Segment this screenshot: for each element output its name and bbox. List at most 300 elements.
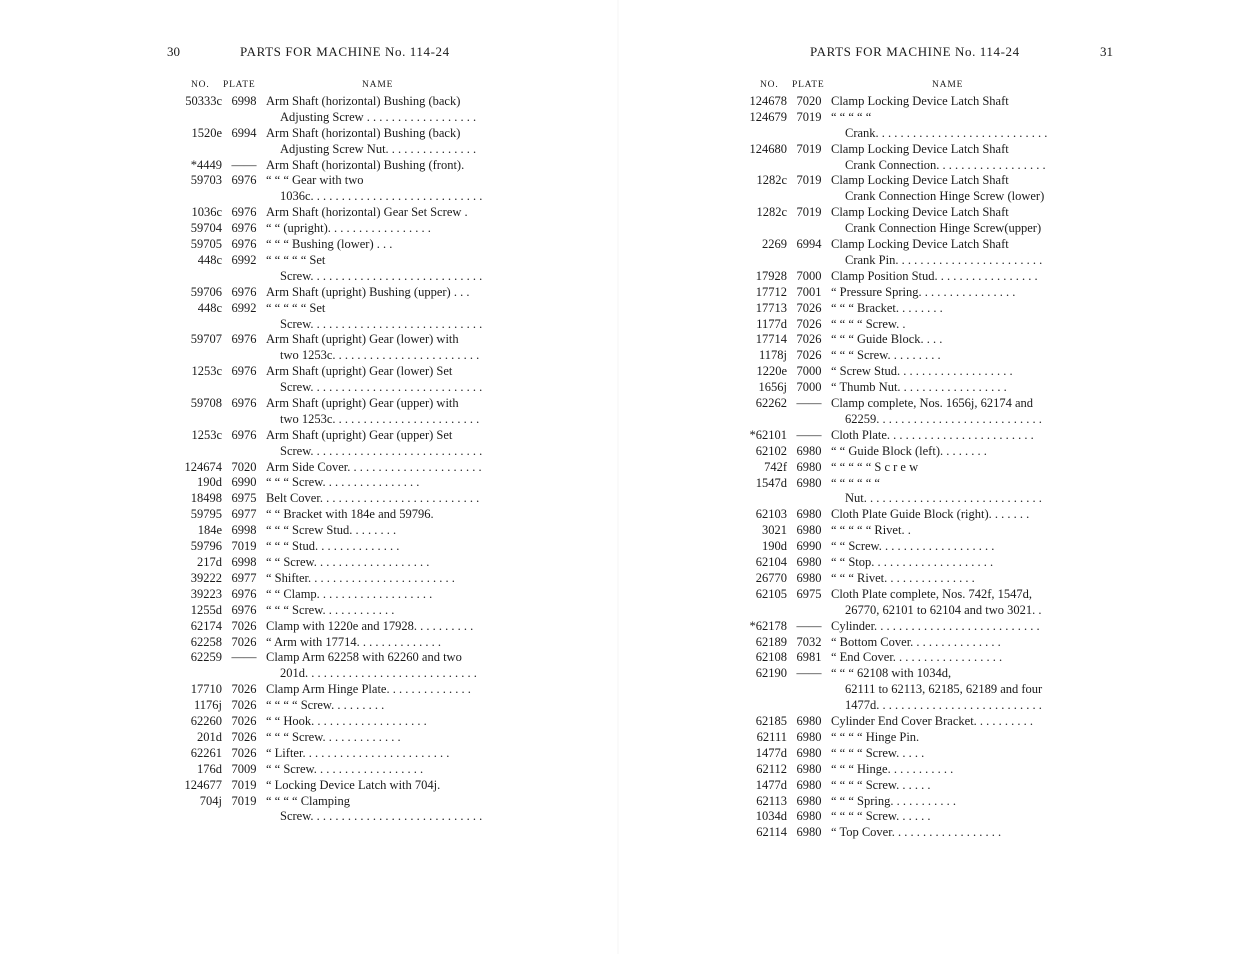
- part-name-line: Arm Shaft (upright) Gear (upper) with: [266, 396, 459, 410]
- part-number: 26770: [755, 570, 787, 585]
- part-row: [735, 317, 1076, 333]
- part-name: [831, 619, 1076, 635]
- part-name: [266, 714, 508, 730]
- part-name: [266, 650, 508, 682]
- part-number: 1282c: [756, 173, 787, 188]
- part-number: 62105: [755, 586, 787, 601]
- part-row: [166, 587, 508, 603]
- part-name-line: 62259. . . . . . . . . . . . . . . . . . . . . . . . . . .: [845, 411, 1042, 426]
- plate-number: 6975: [796, 586, 822, 601]
- plate-number: 7026: [231, 618, 257, 633]
- part-row: [166, 650, 508, 682]
- part-name: [831, 746, 1076, 762]
- part-name: [831, 666, 1076, 714]
- part-name-line: “ “ “ Bushing (lower) . . .: [266, 237, 393, 252]
- part-row: [735, 460, 1076, 476]
- plate-number: 6976: [231, 602, 257, 617]
- part-name: [831, 269, 1076, 285]
- plate-number: 7026: [231, 634, 257, 649]
- part-number: 1176j: [193, 698, 222, 713]
- part-name: [831, 794, 1076, 810]
- part-number: 62259: [190, 650, 222, 665]
- part-name-line: 1477d. . . . . . . . . . . . . . . . . . . . . . . . . . .: [845, 698, 1042, 713]
- part-row: [166, 682, 508, 698]
- part-name: [831, 94, 1076, 110]
- plate-number: 6980: [796, 570, 822, 585]
- part-number: 1477d: [755, 745, 787, 760]
- plate-number: 6976: [231, 173, 257, 188]
- page-number: 31: [1100, 44, 1113, 59]
- part-number: 59796: [190, 539, 222, 554]
- part-name-line: 1036c. . . . . . . . . . . . . . . . . . . . . . . . . . . .: [280, 189, 483, 204]
- part-name-line: Clamp Locking Device Latch Shaft: [831, 141, 1009, 156]
- part-name-line: “ “ Clamp. . . . . . . . . . . . . . . . . . .: [266, 586, 433, 601]
- plate-number: 7019: [796, 141, 822, 156]
- part-number: 59707: [190, 332, 222, 347]
- part-row: [166, 475, 508, 491]
- part-row: [735, 507, 1076, 523]
- plate-number: ——: [796, 666, 822, 681]
- part-number: 62108: [755, 650, 787, 665]
- plate-number: 6976: [231, 364, 257, 379]
- part-name: [831, 285, 1076, 301]
- part-row: [166, 746, 508, 762]
- part-name: [266, 221, 508, 237]
- part-row: [166, 635, 508, 651]
- part-name-line: Arm Shaft (upright) Bushing (upper) . . .: [266, 284, 470, 299]
- part-row: [735, 809, 1076, 825]
- plate-number: 7019: [796, 205, 822, 220]
- part-name: [266, 507, 508, 523]
- plate-number: 7001: [796, 284, 822, 299]
- part-number: 742f: [764, 459, 787, 474]
- plate-number: 6990: [796, 539, 822, 554]
- part-name: [266, 460, 508, 476]
- part-name: [266, 555, 508, 571]
- part-name: [266, 285, 508, 301]
- part-name-line: “ “ “ Screw. . . . . . . . . . . .: [266, 602, 395, 617]
- plate-number: 7026: [231, 745, 257, 760]
- part-name-line: “ “ (upright). . . . . . . . . . . . . . . . .: [266, 221, 431, 236]
- part-number: 448c: [197, 300, 222, 315]
- part-name-line: Clamp Arm 62258 with 62260 and two: [266, 650, 462, 665]
- part-row: [166, 460, 508, 476]
- plate-number: 7019: [796, 173, 822, 188]
- part-number: 2269: [762, 237, 787, 252]
- part-name: [266, 396, 508, 428]
- part-name: [266, 682, 508, 698]
- part-name-line: “ “ “ Guide Block. . . .: [831, 332, 943, 347]
- part-number: 62258: [190, 634, 222, 649]
- part-row: [166, 491, 508, 507]
- part-row: [166, 237, 508, 253]
- right-page: [619, 0, 1238, 954]
- part-name: [266, 603, 508, 619]
- plate-number: 6998: [231, 555, 257, 569]
- part-name-line: “ End Cover. . . . . . . . . . . . . . . . . .: [831, 650, 1003, 665]
- part-name-line: Arm Shaft (horizontal) Bushing (front).: [266, 157, 465, 172]
- part-row: [166, 571, 508, 587]
- part-row: [166, 126, 508, 158]
- part-name-line: Arm Shaft (horizontal) Bushing (back): [266, 94, 461, 108]
- col-no-header: NO.: [760, 80, 779, 90]
- part-number: 39222: [190, 570, 222, 585]
- plate-number: 7026: [796, 316, 822, 331]
- part-number: 1255d: [190, 602, 222, 617]
- part-number: 62260: [190, 714, 222, 729]
- part-name: [831, 460, 1076, 476]
- part-row: [735, 428, 1076, 444]
- part-name: [266, 619, 508, 635]
- part-name: [831, 778, 1076, 794]
- part-name-line: Clamp Position Stud. . . . . . . . . . . . . . . . .: [831, 268, 1038, 283]
- part-name: [266, 571, 508, 587]
- part-name: [266, 253, 508, 285]
- part-name: [831, 587, 1076, 619]
- part-name-line: “ “ “ Spring. . . . . . . . . . .: [831, 793, 956, 808]
- part-row: [166, 762, 508, 778]
- part-name-line: “ “ Bracket with 184e and 59796.: [266, 507, 434, 522]
- plate-number: 6980: [796, 459, 822, 474]
- part-name-line: Clamp Locking Device Latch Shaft: [831, 205, 1009, 220]
- part-row: [166, 332, 508, 364]
- plate-number: ——: [796, 396, 822, 411]
- part-row: [166, 428, 508, 460]
- part-name-line: “ Screw Stud. . . . . . . . . . . . . . . . . . .: [831, 364, 1013, 379]
- part-number: 62104: [755, 555, 787, 570]
- part-row: [735, 571, 1076, 587]
- plate-number: 6976: [231, 396, 257, 410]
- part-name: [266, 698, 508, 714]
- part-number: 1656j: [758, 380, 787, 395]
- part-row: [735, 332, 1076, 348]
- part-number: 184e: [197, 523, 222, 538]
- plate-number: 6980: [796, 443, 822, 458]
- part-row: [166, 555, 508, 571]
- part-name-line: Cylinder. . . . . . . . . . . . . . . . . . . . . . . . . . .: [831, 618, 1040, 633]
- part-row: [735, 285, 1076, 301]
- part-number: 59703: [190, 173, 222, 188]
- part-name-line: Arm Shaft (upright) Gear (lower) with: [266, 332, 459, 347]
- part-number: 124677: [184, 777, 222, 792]
- part-name-line: Arm Side Cover. . . . . . . . . . . . . . . . . . . . . .: [266, 459, 482, 474]
- plate-number: 6994: [796, 237, 822, 252]
- part-row: [735, 173, 1076, 205]
- plate-number: 6980: [796, 745, 822, 760]
- part-number: 1282c: [756, 205, 787, 220]
- page-number: 30: [167, 44, 180, 59]
- part-row: [735, 650, 1076, 666]
- part-row: [735, 730, 1076, 746]
- part-name-line: 62111 to 62113, 62185, 62189 and four: [845, 682, 1043, 697]
- part-row: [735, 476, 1076, 508]
- part-number: 1520e: [191, 125, 222, 140]
- plate-number: 7019: [231, 777, 257, 792]
- part-number: 62112: [756, 761, 787, 776]
- part-number: 1220e: [756, 364, 787, 379]
- plate-number: 6977: [231, 570, 257, 585]
- part-row: [735, 666, 1076, 714]
- part-number: 59704: [190, 221, 222, 236]
- part-row: [735, 523, 1076, 539]
- part-number: 124674: [184, 459, 222, 474]
- plate-number: ——: [231, 650, 257, 665]
- part-name-line: “ Bottom Cover. . . . . . . . . . . . . . .: [831, 634, 1001, 649]
- part-name: [831, 364, 1076, 380]
- part-name: [266, 94, 508, 126]
- part-number: 190d: [197, 475, 222, 490]
- part-name-line: “ “ “ “ Clamping: [266, 793, 350, 808]
- part-name-line: “ “ Guide Block (left). . . . . . . .: [831, 443, 987, 458]
- plate-number: 7026: [231, 714, 257, 729]
- part-name: [266, 475, 508, 491]
- part-row: [166, 205, 508, 221]
- part-number: 62189: [755, 634, 787, 649]
- plate-number: 6980: [796, 523, 822, 538]
- part-name-line: “ Thumb Nut. . . . . . . . . . . . . . . . . .: [831, 380, 1007, 395]
- part-name-line: Screw. . . . . . . . . . . . . . . . . . . . . . . . . . . .: [280, 809, 483, 824]
- part-number: 18498: [190, 491, 222, 506]
- plate-number: 7026: [796, 332, 822, 347]
- part-name-line: Clamp Locking Device Latch Shaft: [831, 237, 1009, 252]
- part-row: [166, 603, 508, 619]
- part-name: [831, 396, 1076, 428]
- part-row: [735, 762, 1076, 778]
- part-row: [735, 396, 1076, 428]
- plate-number: 6992: [231, 300, 257, 315]
- part-name-line: Arm Shaft (horizontal) Gear Set Screw .: [266, 205, 468, 220]
- part-number: 62190: [755, 666, 787, 681]
- running-head: PARTS FOR MACHINE No. 114-24: [240, 44, 450, 59]
- part-row: [735, 269, 1076, 285]
- part-row: [735, 205, 1076, 237]
- part-name-line: “ “ “ Bracket. . . . . . . .: [831, 300, 943, 315]
- part-name-line: “ “ “ “ “ Set: [266, 252, 326, 267]
- part-row: [735, 142, 1076, 174]
- plate-number: 6980: [796, 729, 822, 744]
- part-row: [166, 158, 508, 174]
- part-number: 1477d: [755, 777, 787, 792]
- part-name-line: “ “ Screw. . . . . . . . . . . . . . . . . . .: [266, 555, 430, 569]
- part-name: [831, 444, 1076, 460]
- part-name-line: “ “ “ Gear with two: [266, 173, 364, 188]
- part-name-line: 26770, 62101 to 62104 and two 3021. .: [845, 602, 1042, 617]
- part-row: [735, 364, 1076, 380]
- part-name-line: Clamp Locking Device Latch Shaft: [831, 173, 1009, 188]
- part-number: 62103: [755, 507, 787, 522]
- part-row: [735, 380, 1076, 396]
- plate-number: 6980: [796, 555, 822, 570]
- part-name: [831, 332, 1076, 348]
- part-name-line: Crank Pin. . . . . . . . . . . . . . . . . . . . . . . .: [845, 252, 1043, 267]
- part-number: *62178: [749, 618, 787, 633]
- part-number: 1177d: [756, 316, 787, 331]
- part-number: 704j: [199, 793, 222, 808]
- part-number: 62185: [755, 714, 787, 729]
- plate-number: 7019: [231, 539, 257, 554]
- part-name-line: “ “ “ Screw. . . . . . . . .: [831, 348, 941, 363]
- part-name-line: “ Shifter. . . . . . . . . . . . . . . . . . . . . . . .: [266, 570, 455, 585]
- part-number: 17712: [755, 284, 787, 299]
- part-name-line: Adjusting Screw . . . . . . . . . . . . . . . . . .: [280, 109, 477, 124]
- part-name-line: Screw. . . . . . . . . . . . . . . . . . . . . . . . . . . .: [280, 268, 483, 283]
- col-name-header: NAME: [932, 80, 964, 90]
- plate-number: 6980: [796, 825, 822, 840]
- plate-number: 6980: [796, 777, 822, 792]
- part-name: [831, 317, 1076, 333]
- part-row: [166, 507, 508, 523]
- part-number: 124679: [749, 109, 787, 124]
- part-number: 190d: [762, 539, 787, 554]
- part-name-line: Belt Cover. . . . . . . . . . . . . . . . . . . . . . . . . .: [266, 491, 480, 506]
- part-name: [266, 332, 508, 364]
- part-name: [266, 746, 508, 762]
- part-name: [831, 523, 1076, 539]
- part-number: 1178j: [758, 348, 787, 363]
- plate-number: ——: [796, 618, 822, 633]
- part-name: [266, 205, 508, 221]
- plate-number: 6976: [231, 586, 257, 601]
- part-name-line: “ “ “ “ Screw. . . . . .: [831, 809, 931, 824]
- part-number: 1253c: [191, 427, 222, 442]
- part-name: [266, 237, 508, 253]
- part-row: [166, 396, 508, 428]
- part-name-line: “ “ “ “ Screw. .: [831, 316, 906, 331]
- plate-number: 6976: [231, 332, 257, 347]
- part-row: [735, 825, 1076, 841]
- part-name-line: Crank. . . . . . . . . . . . . . . . . . . . . . . . . . . .: [845, 125, 1048, 140]
- part-name: [266, 762, 508, 778]
- part-name: [831, 507, 1076, 523]
- plate-number: 6977: [231, 507, 257, 522]
- part-name: [831, 348, 1076, 364]
- part-name-line: two 1253c. . . . . . . . . . . . . . . . . . . . . . . .: [280, 348, 480, 363]
- part-name-line: “ “ “ “ Screw. . . . . . . . .: [266, 698, 385, 713]
- part-name-line: “ “ Hook. . . . . . . . . . . . . . . . . . .: [266, 714, 427, 729]
- part-number: *62101: [749, 427, 787, 442]
- part-row: [735, 778, 1076, 794]
- part-name-line: Nut. . . . . . . . . . . . . . . . . . . . . . . . . . . . .: [845, 491, 1042, 506]
- part-name: [831, 650, 1076, 666]
- plate-number: 6975: [231, 491, 257, 506]
- part-name: [831, 730, 1076, 746]
- part-number: 124680: [749, 141, 787, 156]
- part-name-line: “ Locking Device Latch with 704j.: [266, 777, 441, 792]
- part-name: [266, 491, 508, 507]
- part-name-line: “ “ Screw. . . . . . . . . . . . . . . . . .: [266, 761, 424, 776]
- part-number: 62114: [756, 825, 787, 840]
- part-row: [166, 523, 508, 539]
- plate-number: 6976: [231, 205, 257, 220]
- plate-number: 6976: [231, 221, 257, 236]
- part-name: [266, 158, 508, 174]
- part-number: 62262: [755, 396, 787, 411]
- col-plate-header: PLATE: [792, 80, 825, 90]
- part-row: [735, 301, 1076, 317]
- part-number: 1036c: [191, 205, 222, 220]
- part-name: [831, 142, 1076, 174]
- part-name-line: 201d. . . . . . . . . . . . . . . . . . . . . . . . . . . .: [280, 666, 477, 681]
- part-name: [266, 126, 508, 158]
- part-name-line: “ “ “ Rivet. . . . . . . . . . . . . . .: [831, 570, 975, 585]
- plate-number: 6980: [796, 761, 822, 776]
- part-name: [831, 476, 1076, 508]
- plate-number: 7019: [231, 793, 257, 808]
- plate-number: 6976: [231, 284, 257, 299]
- plate-number: ——: [796, 427, 822, 442]
- part-name-line: “ “ “ “ “ S c r e w: [831, 459, 919, 474]
- plate-number: 7000: [796, 380, 822, 395]
- running-head: PARTS FOR MACHINE No. 114-24: [810, 44, 1020, 59]
- parts-list: [735, 94, 1076, 841]
- part-number: 1034d: [755, 809, 787, 824]
- part-name-line: “ Lifter. . . . . . . . . . . . . . . . . . . . . . . .: [266, 745, 450, 760]
- part-name: [266, 173, 508, 205]
- part-name: [831, 205, 1076, 237]
- part-name-line: “ “ “ 62108 with 1034d,: [831, 666, 952, 681]
- part-name-line: Cloth Plate. . . . . . . . . . . . . . . . . . . . . . . .: [831, 427, 1034, 442]
- part-number: 124678: [749, 94, 787, 108]
- part-row: [735, 444, 1076, 460]
- part-row: [735, 237, 1076, 269]
- part-name: [266, 364, 508, 396]
- col-plate-header: PLATE: [223, 80, 256, 90]
- part-number: 17710: [190, 682, 222, 697]
- part-number: 59708: [190, 396, 222, 410]
- part-name-line: two 1253c. . . . . . . . . . . . . . . . . . . . . . . .: [280, 411, 480, 426]
- part-row: [166, 94, 508, 126]
- part-name: [266, 301, 508, 333]
- part-name-line: Arm Shaft (horizontal) Bushing (back): [266, 125, 461, 140]
- part-name: [831, 380, 1076, 396]
- col-name-header: NAME: [362, 80, 394, 90]
- plate-number: 7000: [796, 364, 822, 379]
- part-name: [831, 110, 1076, 142]
- part-row: [166, 301, 508, 333]
- plate-number: 7020: [796, 94, 822, 108]
- plate-number: 7026: [796, 348, 822, 363]
- part-name-line: “ “ “ Screw. . . . . . . . . . . . .: [266, 729, 401, 744]
- col-no-header: NO.: [191, 80, 210, 90]
- part-number: 39223: [190, 586, 222, 601]
- part-row: [166, 619, 508, 635]
- part-number: 17713: [755, 300, 787, 315]
- part-row: [735, 714, 1076, 730]
- part-name-line: Cloth Plate Guide Block (right). . . . . . .: [831, 507, 1030, 522]
- part-name-line: Clamp with 1220e and 17928. . . . . . . . . .: [266, 618, 474, 633]
- plate-number: 6998: [231, 523, 257, 538]
- plate-number: 6980: [796, 475, 822, 490]
- part-row: [166, 285, 508, 301]
- part-row: [735, 110, 1076, 142]
- part-name: [831, 809, 1076, 825]
- part-name-line: “ “ Stop. . . . . . . . . . . . . . . . . . . .: [831, 555, 994, 570]
- part-row: [735, 539, 1076, 555]
- part-name-line: Cylinder End Cover Bracket. . . . . . . . . .: [831, 714, 1034, 729]
- part-name-line: Crank Connection Hinge Screw(upper): [845, 221, 1042, 236]
- plate-number: 6980: [796, 714, 822, 729]
- part-name-line: “ “ “ “ “ Set: [266, 300, 326, 315]
- part-row: [735, 555, 1076, 571]
- part-name-line: “ “ “ “ Screw. . . . .: [831, 745, 925, 760]
- part-number: 59706: [190, 284, 222, 299]
- part-row: [735, 635, 1076, 651]
- part-number: 62113: [756, 793, 787, 808]
- part-name: [266, 778, 508, 794]
- part-name-line: “ Pressure Spring. . . . . . . . . . . . . . . .: [831, 284, 1016, 299]
- plate-number: 7019: [796, 109, 822, 124]
- part-row: [166, 730, 508, 746]
